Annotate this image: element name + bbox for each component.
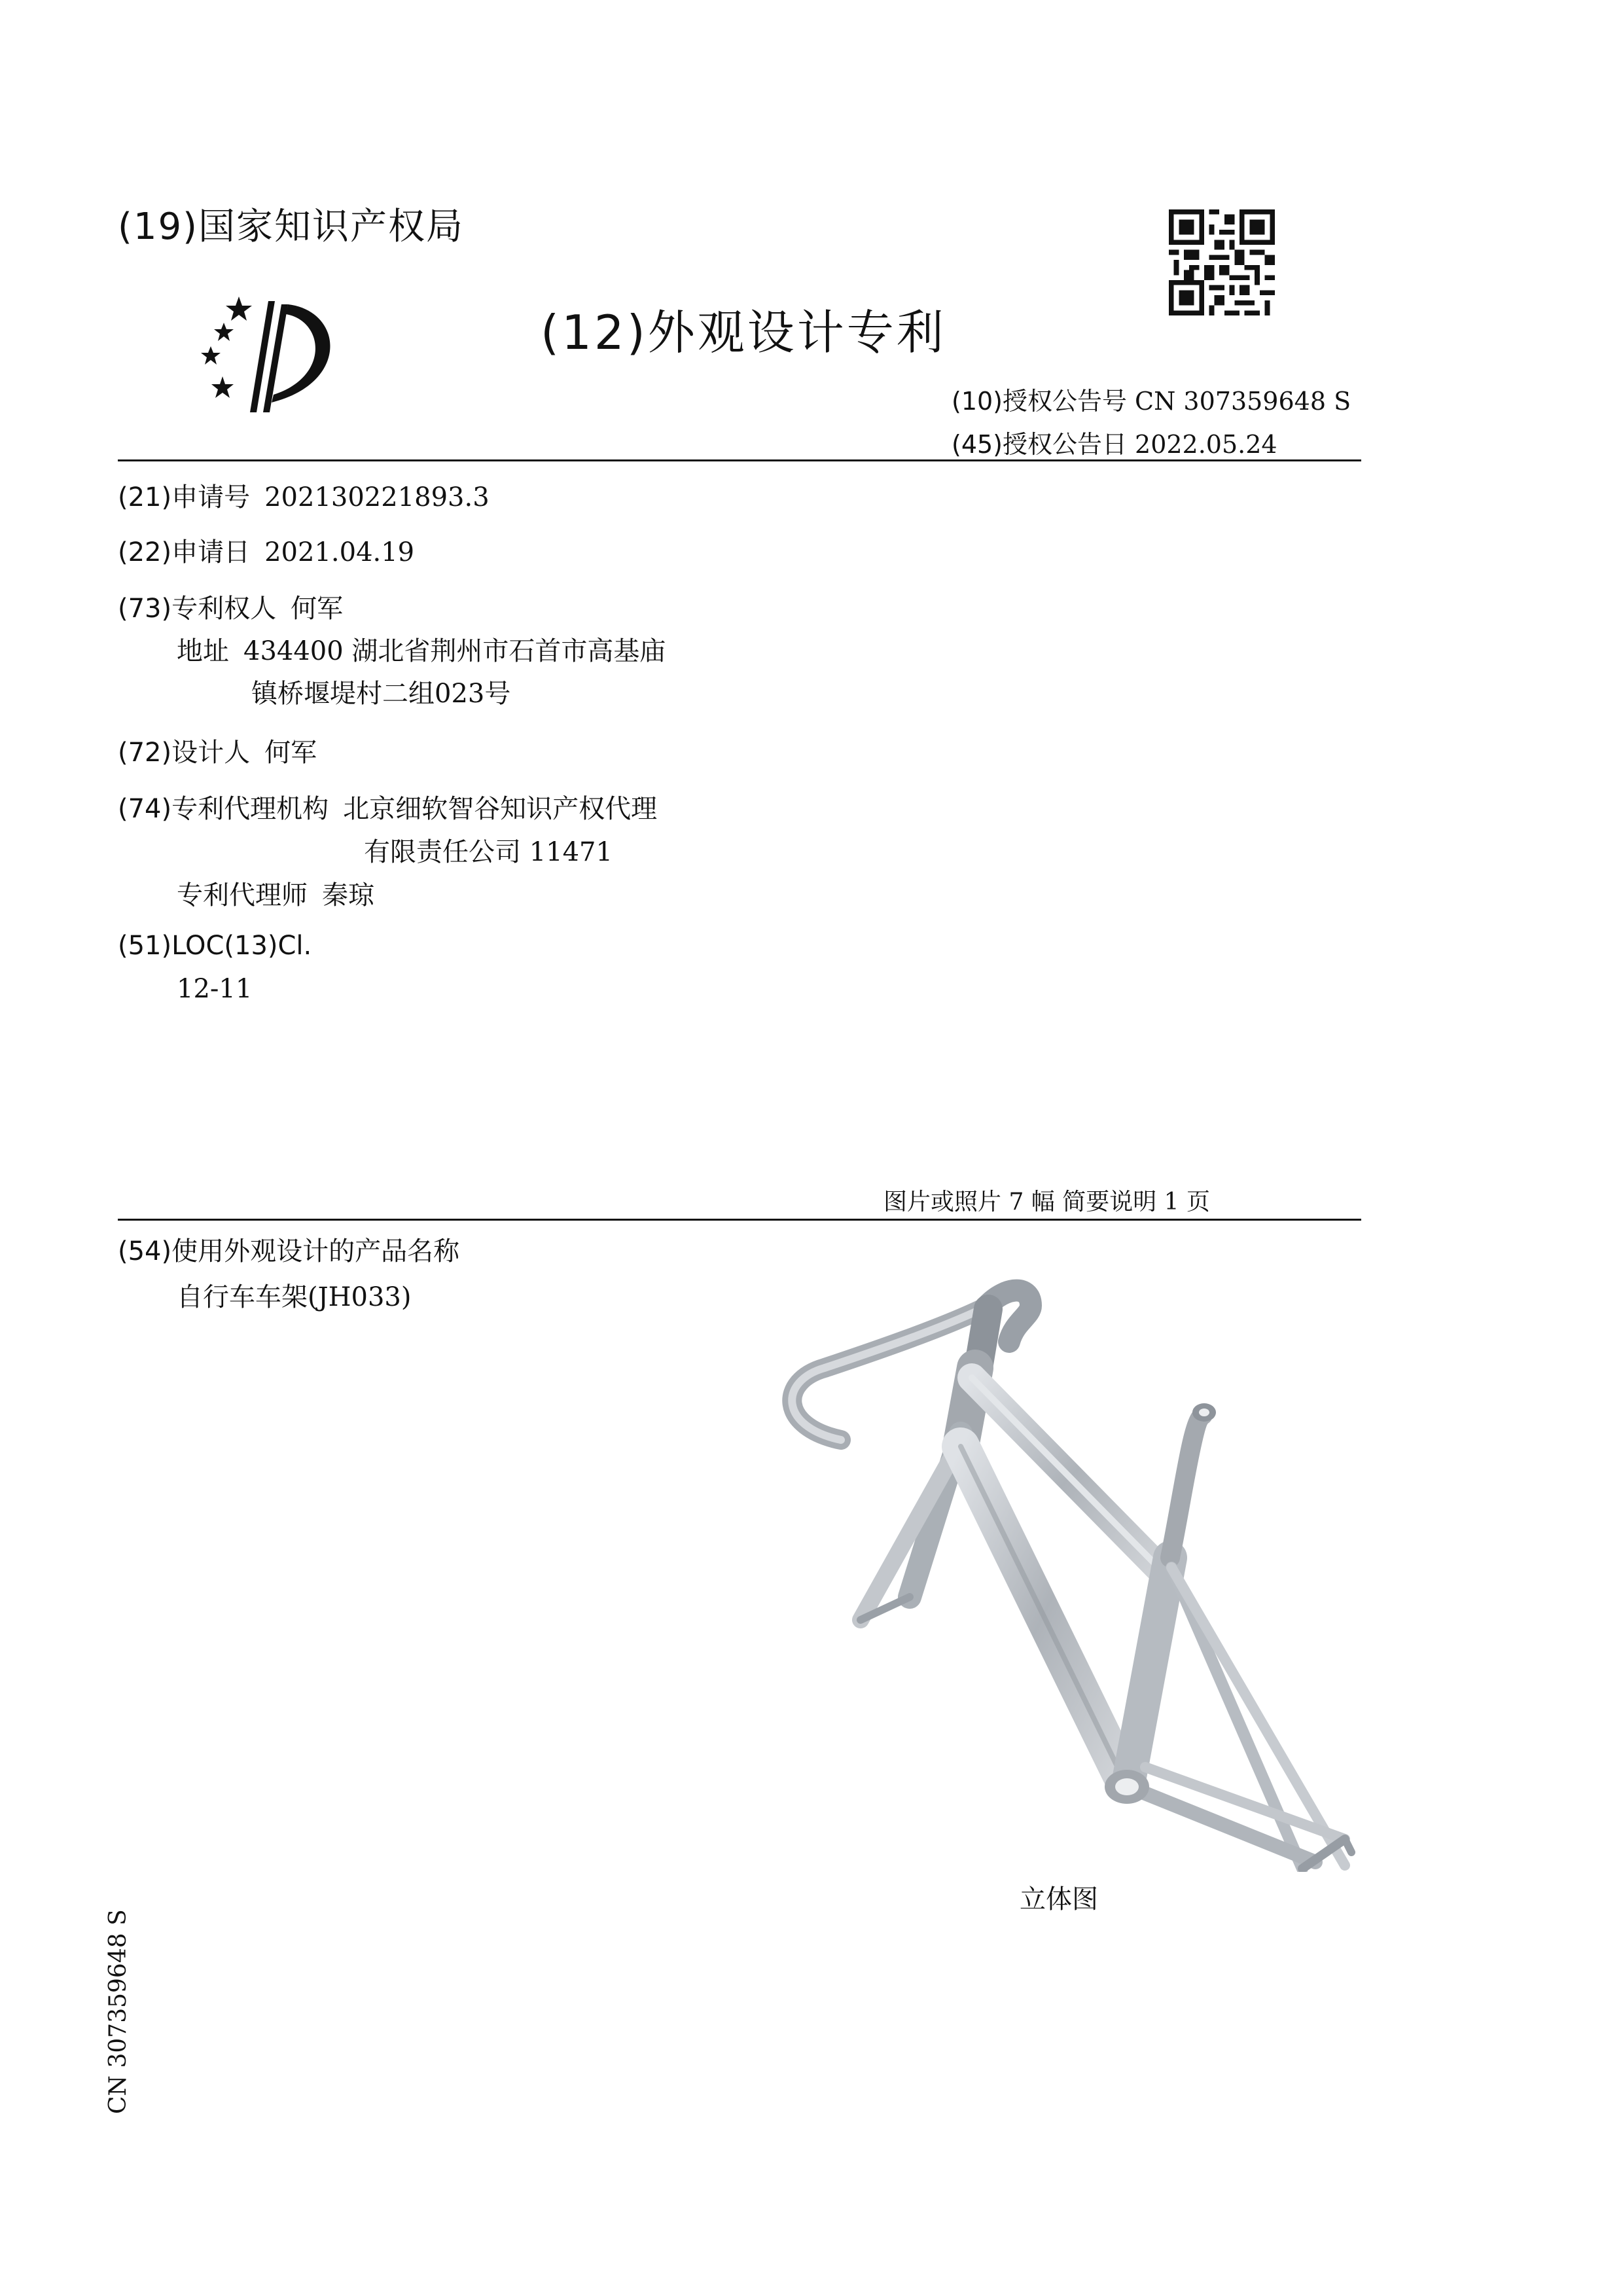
application-date-label: (22)申请日 — [118, 537, 251, 567]
address-label: 地址 — [177, 636, 229, 666]
publication-date-label: (45)授权公告日 — [952, 430, 1128, 459]
loc-classification-value: 12-11 — [177, 974, 253, 1004]
patent-owner-field — [118, 588, 343, 625]
document-type-title: (12)外观设计专利 — [541, 305, 946, 360]
designer: 何军 — [264, 738, 317, 768]
address-line-1: 434400 湖北省荆州市石首市高基庙 — [243, 636, 666, 666]
body-divider — [118, 1219, 1361, 1221]
patent-agent-label: 专利代理师 — [177, 880, 308, 910]
patent-owner: 何军 — [291, 594, 344, 624]
application-date-field — [118, 531, 414, 569]
loc-classification-label: (51)LOC(13)Cl. — [118, 931, 312, 961]
publication-number-row — [952, 381, 1351, 417]
publication-number-label: (10)授权公告号 — [952, 387, 1128, 416]
side-publication-number: CN 307359648 S — [105, 1909, 132, 2114]
address-field — [177, 630, 666, 668]
figure-caption: 立体图 — [1020, 1884, 1098, 1914]
designer-label: (72)设计人 — [118, 738, 251, 768]
product-name: 自行车车架(JH033) — [177, 1282, 412, 1312]
product-name-label: (54)使用外观设计的产品名称 — [118, 1236, 460, 1266]
agency-label: (74)专利代理机构 — [118, 794, 329, 824]
patent-agent: 秦琼 — [322, 880, 374, 910]
application-number-label: (21)申请号 — [118, 482, 251, 512]
header-divider — [118, 459, 1361, 461]
agency-line-1: 北京细软智谷知识产权代理 — [343, 794, 658, 824]
issuing-office: (19)国家知识产权局 — [118, 206, 464, 248]
patent-owner-label: (73)专利权人 — [118, 594, 277, 624]
application-number: 202130221893.3 — [264, 482, 490, 512]
publication-number: CN 307359648 S — [1135, 387, 1351, 416]
publication-date-row — [952, 424, 1277, 460]
address-line-2: 镇桥堰堤村二组023号 — [251, 679, 511, 709]
figures-summary: 图片或照片 7 幅 简要说明 1 页 — [883, 1189, 1211, 1215]
cnipa-emblem-icon — [196, 291, 347, 422]
application-number-field — [118, 476, 490, 514]
bicycle-frame-drawing — [753, 1270, 1361, 1872]
qr-code-icon — [1169, 209, 1275, 315]
agency-field — [118, 788, 657, 825]
publication-date: 2022.05.24 — [1135, 430, 1277, 459]
application-date: 2021.04.19 — [264, 537, 415, 567]
agency-line-2: 有限责任公司 11471 — [364, 837, 613, 867]
designer-field — [118, 732, 317, 769]
patent-agent-field — [177, 874, 374, 912]
